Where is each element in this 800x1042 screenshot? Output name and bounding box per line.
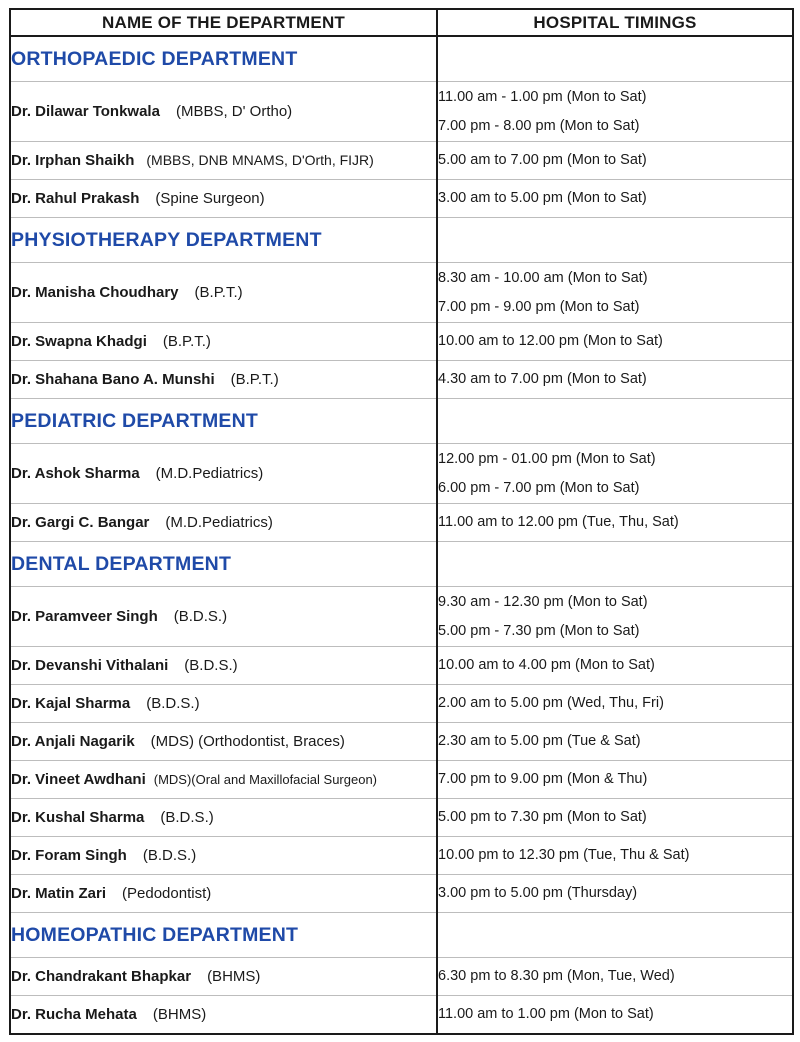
- doctor-cell: [10, 875, 437, 913]
- doctor-row: [10, 504, 793, 542]
- department-title: PEDIATRIC DEPARTMENT: [10, 399, 437, 444]
- department-title: DENTAL DEPARTMENT: [10, 542, 437, 587]
- department-row: [10, 913, 793, 958]
- doctor-cell: [10, 958, 437, 996]
- doctor-qualification: (B.P.T.): [162, 333, 211, 350]
- timing-cell: [437, 723, 793, 761]
- timing-line: 5.00 pm to 7.30 pm (Mon to Sat): [438, 809, 647, 825]
- doctor-row: [10, 263, 793, 323]
- department-row: [10, 36, 793, 82]
- timing-line: 11.00 am - 1.00 pm (Mon to Sat): [438, 88, 647, 105]
- timing-cell: [437, 799, 793, 837]
- timing-line: 11.00 am to 12.00 pm (Tue, Thu, Sat): [438, 514, 679, 530]
- doctor-qualification: (B.P.T.): [194, 284, 243, 301]
- doctor-cell: [10, 996, 437, 1035]
- department-timing-blank: [437, 399, 793, 444]
- doctor-cell: [10, 361, 437, 399]
- department-column-header: NAME OF THE DEPARTMENT: [10, 9, 437, 36]
- doctor-qualification: (B.D.S.): [142, 847, 197, 864]
- department-timing-blank: [437, 913, 793, 958]
- doctor-cell: [10, 799, 437, 837]
- department-row: [10, 218, 793, 263]
- doctor-row: [10, 837, 793, 875]
- timing-line: 5.00 am to 7.00 pm (Mon to Sat): [438, 152, 647, 168]
- doctor-cell: [10, 180, 437, 218]
- header-row: [10, 9, 793, 36]
- doctor-cell: [10, 504, 437, 542]
- doctor-row: [10, 647, 793, 685]
- doctor-name: Dr. Ashok Sharma: [11, 465, 140, 482]
- doctor-row: [10, 875, 793, 913]
- doctor-cell: [10, 82, 437, 142]
- doctor-qualification: (M.D.Pediatrics): [165, 514, 273, 531]
- doctor-name: Dr. Vineet Awdhani: [11, 771, 146, 788]
- doctor-qualification: (B.D.S.): [160, 809, 214, 826]
- timing-cell: [437, 180, 793, 218]
- timing-cell: [437, 647, 793, 685]
- timing-cell: [437, 504, 793, 542]
- timing-cell: [437, 323, 793, 361]
- doctor-row: [10, 323, 793, 361]
- doctor-schedule-table: [9, 8, 794, 1035]
- timing-cell: [437, 263, 793, 323]
- doctor-name: Dr. Devanshi Vithalani: [11, 657, 169, 674]
- timing-line: 11.00 am to 1.00 pm (Mon to Sat): [438, 1006, 654, 1022]
- timing-line: 2.30 am to 5.00 pm (Tue & Sat): [438, 733, 641, 749]
- timing-line: 6.30 pm to 8.30 pm (Mon, Tue, Wed): [438, 968, 675, 984]
- doctor-qualification: (MDS)(Oral and Maxillofacial Surgeon): [153, 772, 378, 787]
- doctor-cell: [10, 263, 437, 323]
- timings-column-header: HOSPITAL TIMINGS: [437, 9, 793, 36]
- timing-cell: [437, 142, 793, 180]
- timing-line: 6.00 pm - 7.00 pm (Mon to Sat): [438, 479, 640, 496]
- doctor-row: [10, 799, 793, 837]
- doctor-name: Dr. Swapna Khadgi: [11, 333, 147, 350]
- doctor-qualification: (B.D.S.): [146, 695, 200, 712]
- timing-line: 4.30 am to 7.00 pm (Mon to Sat): [438, 371, 647, 387]
- timing-cell: [437, 82, 793, 142]
- doctor-cell: [10, 761, 437, 799]
- doctor-name: Dr. Chandrakant Bhapkar: [11, 968, 192, 985]
- timing-line: 3.00 am to 5.00 pm (Mon to Sat): [438, 190, 647, 206]
- doctor-qualification: (BHMS): [207, 968, 261, 985]
- timing-line: 3.00 pm to 5.00 pm (Thursday): [438, 885, 638, 901]
- doctor-qualification: (M.D.Pediatrics): [155, 465, 264, 482]
- doctor-name: Dr. Kushal Sharma: [11, 809, 145, 826]
- doctor-name: Dr. Gargi C. Bangar: [11, 514, 150, 531]
- doctor-qualification: (BHMS): [152, 1006, 207, 1023]
- doctor-name: Dr. Shahana Bano A. Munshi: [11, 371, 215, 388]
- timing-line: 10.00 pm to 12.30 pm (Tue, Thu & Sat): [438, 847, 690, 863]
- timing-cell: [437, 444, 793, 504]
- doctor-cell: [10, 685, 437, 723]
- doctor-name: Dr. Paramveer Singh: [11, 608, 158, 625]
- doctor-row: [10, 444, 793, 504]
- doctor-name: Dr. Irphan Shaikh: [11, 152, 135, 169]
- doctor-name: Dr. Manisha Choudhary: [11, 284, 179, 301]
- timing-cell: [437, 996, 793, 1035]
- doctor-name: Dr. Rucha Mehata: [11, 1006, 137, 1023]
- doctor-name: Dr. Rahul Prakash: [11, 190, 140, 207]
- doctor-cell: [10, 444, 437, 504]
- doctor-row: [10, 723, 793, 761]
- doctor-name: Dr. Dilawar Tonkwala: [11, 103, 160, 120]
- doctor-cell: [10, 323, 437, 361]
- department-title: PHYSIOTHERAPY DEPARTMENT: [10, 218, 437, 263]
- timing-line: 10.00 am to 12.00 pm (Mon to Sat): [438, 333, 663, 349]
- timing-line: 5.00 pm - 7.30 pm (Mon to Sat): [438, 622, 640, 639]
- doctor-row: [10, 142, 793, 180]
- doctor-cell: [10, 723, 437, 761]
- doctor-qualification: (B.D.S.): [184, 657, 238, 674]
- doctor-cell: [10, 647, 437, 685]
- doctor-row: [10, 587, 793, 647]
- doctor-name: Dr. Foram Singh: [11, 847, 127, 864]
- department-row: [10, 542, 793, 587]
- doctor-name: Dr. Anjali Nagarik: [11, 733, 135, 750]
- department-timing-blank: [437, 218, 793, 263]
- doctor-row: [10, 361, 793, 399]
- timing-cell: [437, 837, 793, 875]
- timing-cell: [437, 875, 793, 913]
- doctor-qualification: (B.D.S.): [173, 608, 228, 625]
- doctor-cell: [10, 142, 437, 180]
- timing-cell: [437, 685, 793, 723]
- doctor-row: [10, 685, 793, 723]
- doctor-row: [10, 761, 793, 799]
- doctor-cell: [10, 587, 437, 647]
- doctor-row: [10, 180, 793, 218]
- department-row: [10, 399, 793, 444]
- schedule-body: [10, 36, 793, 1034]
- timing-line: 9.30 am - 12.30 pm (Mon to Sat): [438, 593, 648, 610]
- department-timing-blank: [437, 36, 793, 82]
- doctor-name: Dr. Matin Zari: [11, 885, 107, 902]
- department-title: HOMEOPATHIC DEPARTMENT: [10, 913, 437, 958]
- doctor-qualification: (Pedodontist): [122, 885, 212, 902]
- doctor-row: [10, 82, 793, 142]
- doctor-qualification: (MBBS, D' Ortho): [175, 103, 293, 120]
- doctor-row: [10, 996, 793, 1035]
- timing-line: 8.30 am - 10.00 am (Mon to Sat): [438, 269, 648, 286]
- timing-line: 7.00 pm to 9.00 pm (Mon & Thu): [438, 771, 648, 787]
- timing-line: 7.00 pm - 8.00 pm (Mon to Sat): [438, 117, 640, 134]
- department-title: ORTHOPAEDIC DEPARTMENT: [10, 36, 437, 82]
- timing-cell: [437, 587, 793, 647]
- doctor-qualification: (B.P.T.): [230, 371, 279, 388]
- timing-line: 12.00 pm - 01.00 pm (Mon to Sat): [438, 450, 656, 467]
- doctor-qualification: (MDS) (Orthodontist, Braces): [150, 733, 345, 750]
- doctor-cell: [10, 837, 437, 875]
- doctor-qualification: (Spine Surgeon): [155, 190, 265, 207]
- doctor-row: [10, 958, 793, 996]
- doctor-qualification: (MBBS, DNB MNAMS, D'Orth, FIJR): [146, 152, 374, 168]
- timing-line: 10.00 am to 4.00 pm (Mon to Sat): [438, 657, 655, 673]
- timing-cell: [437, 761, 793, 799]
- timing-cell: [437, 361, 793, 399]
- doctor-name: Dr. Kajal Sharma: [11, 695, 131, 712]
- department-timing-blank: [437, 542, 793, 587]
- timing-cell: [437, 958, 793, 996]
- timing-line: 2.00 am to 5.00 pm (Wed, Thu, Fri): [438, 695, 664, 711]
- timing-line: 7.00 pm - 9.00 pm (Mon to Sat): [438, 298, 640, 315]
